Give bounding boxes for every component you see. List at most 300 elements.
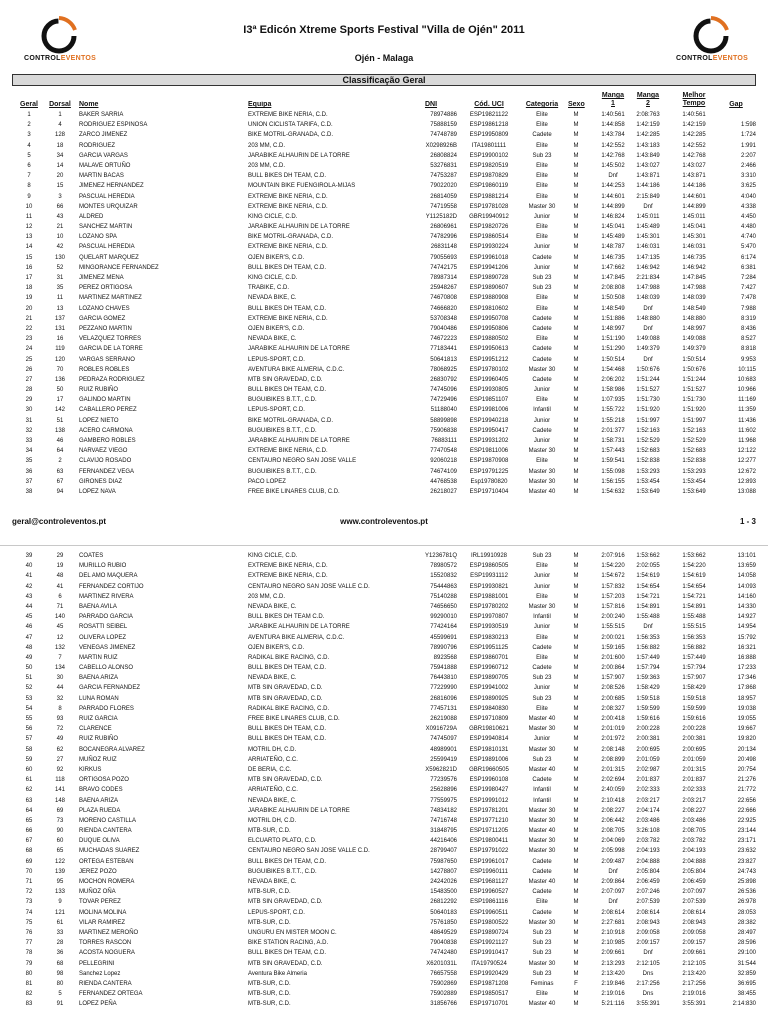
- cell-gap: 4:040: [740, 193, 756, 200]
- cell-nome: LUNA ROMAN: [79, 695, 119, 702]
- cell-manga2: 2:07:246: [636, 889, 660, 896]
- cell-manga1: 1:48:549: [601, 305, 625, 312]
- cell-nome: ACERO CARMONA: [79, 427, 133, 434]
- table-row: [0, 612, 768, 622]
- cell-uci: ESP19810131: [469, 746, 509, 753]
- cell-nome: BRAVO CODES: [79, 787, 123, 794]
- cell-manga2: 2:01:059: [636, 756, 660, 763]
- cell-uci: ESP19891006: [469, 756, 509, 763]
- cell-equipa: CENTAURO NEGRO SAN JOSE VALLE: [248, 458, 357, 465]
- cell-categoria: Elite: [536, 234, 548, 241]
- cell-geral: 4: [27, 142, 31, 149]
- cell-equipa: BUGUIBIKES B.T.T., C.D.: [248, 427, 317, 434]
- cell-equipa: BULL BIKES DH TEAM, C.D.: [248, 305, 327, 312]
- cell-manga2: 2:02:987: [636, 766, 660, 773]
- cell-melhor-tempo: 2:07:539: [682, 899, 706, 906]
- cell-dorsal: 72: [56, 726, 64, 733]
- cell-dni: 74719558: [430, 203, 457, 210]
- cell-manga1: 2:04:069: [601, 838, 625, 845]
- cell-gap: 20:498: [737, 756, 756, 763]
- cell-manga1: 2:08:614: [601, 909, 625, 916]
- cell-categoria: Master 30: [528, 807, 556, 814]
- cell-dni: 25599419: [430, 756, 457, 763]
- cell-categoria: Cadete: [532, 889, 552, 896]
- cell-equipa: LEPUS-SPORT, C.D.: [248, 909, 305, 916]
- cell-geral: 45: [25, 614, 33, 621]
- cell-geral: 2: [27, 122, 31, 129]
- cell-equipa: MTB-SUR, C.D.: [248, 1001, 291, 1008]
- cell-geral: 43: [25, 593, 33, 600]
- cell-dorsal: 122: [54, 858, 65, 865]
- cell-sexo: M: [573, 366, 579, 373]
- cell-gap: 13:101: [737, 553, 756, 559]
- cell-gap: 17:868: [737, 685, 756, 692]
- table-row: [0, 202, 768, 212]
- footer-email[interactable]: geral@controleventos.pt: [12, 517, 107, 526]
- cell-equipa: BULL BIKES DH TEAM, C.D.: [248, 950, 327, 957]
- cell-categoria: Cadete: [532, 644, 552, 651]
- cell-manga1: 1:54:468: [601, 366, 625, 373]
- cell-gap: 2:14:830: [732, 1001, 756, 1008]
- cell-categoria: Elite: [536, 305, 548, 312]
- cell-sexo: M: [573, 488, 579, 495]
- cell-categoria: Junior: [533, 438, 551, 444]
- cell-geral: 15: [25, 254, 33, 261]
- cell-manga1: 1:47:845: [601, 275, 625, 281]
- cell-geral: 53: [25, 695, 33, 702]
- cell-dni: 44216406: [430, 838, 457, 845]
- cell-equipa: NEVADA BIKE, C.: [248, 295, 297, 302]
- cell-geral: 59: [25, 756, 33, 763]
- cell-dni: 26812292: [430, 899, 457, 906]
- cell-dni: 77183441: [430, 346, 457, 353]
- cell-uci: GBR19940912: [469, 213, 509, 220]
- cell-dni: 26816096: [430, 695, 457, 702]
- cell-melhor-tempo: 1:50:514: [682, 356, 706, 363]
- cell-gap: 4:450: [740, 213, 756, 220]
- cell-geral: 44: [25, 603, 33, 610]
- cell-geral: 46: [25, 624, 33, 631]
- cell-nome: MARTINEZ MARTINEZ: [79, 295, 142, 302]
- cell-equipa: MTB-SUR, C.D.: [248, 980, 291, 987]
- cell-categoria: Elite: [536, 705, 548, 712]
- cell-manga1: 2:27:681: [601, 919, 625, 926]
- cell-manga1: 1:57:443: [601, 448, 625, 455]
- cell-melhor-tempo: 1:59:599: [682, 705, 706, 712]
- cell-sexo: M: [573, 583, 579, 590]
- table-row: [0, 724, 768, 734]
- cell-geral: 26: [25, 366, 33, 373]
- cell-nome: MINGORANCE FERNANDEZ: [79, 264, 159, 271]
- cell-sexo: M: [573, 112, 579, 118]
- cell-manga2: 1:43:027: [636, 162, 660, 169]
- cell-manga1: 1:59:541: [601, 458, 625, 465]
- cell-manga1: 5:21:116: [601, 1001, 625, 1008]
- cell-sexo: M: [573, 162, 579, 169]
- cell-sexo: M: [573, 603, 579, 610]
- table-row: [0, 846, 768, 856]
- cell-manga2: 1:51:920: [636, 407, 660, 414]
- table-row: [0, 755, 768, 765]
- cell-dni: 74674109: [430, 468, 457, 475]
- cell-gap: 23:632: [737, 848, 756, 855]
- results-table-page-2: [0, 551, 768, 1009]
- cell-manga1: 1:59:165: [601, 644, 625, 651]
- controleventos-logo-right: CONTROLEVENTOS: [676, 14, 746, 74]
- cell-geral: 1: [27, 112, 31, 118]
- cell-manga2: 2:04:174: [636, 807, 660, 814]
- cell-geral: 12: [25, 224, 33, 231]
- cell-uci: ESP19950613: [469, 346, 509, 353]
- cell-nome: ZARCO JIMENEZ: [79, 132, 128, 139]
- cell-equipa: ELCUARTO PLATO, C.D.: [248, 838, 317, 845]
- cell-equipa: EXTREME BIKE NERIA, C.D.: [248, 448, 328, 455]
- cell-equipa: MOTRIL DH, C.D.: [248, 746, 297, 753]
- cell-categoria: Master 30: [528, 366, 556, 373]
- cell-nome: PARRADO FLORES: [79, 705, 134, 712]
- cell-melhor-tempo: 1:55:488: [682, 614, 706, 621]
- cell-geral: 69: [25, 858, 33, 865]
- cell-uci: ESP19860701: [469, 654, 509, 661]
- cell-dorsal: 14: [56, 162, 64, 169]
- cell-dni: 79040838: [430, 940, 457, 947]
- cell-manga1: 2:19:846: [601, 980, 625, 987]
- cell-gap: 3:310: [740, 173, 756, 180]
- cell-categoria: Cadete: [532, 376, 552, 383]
- cell-geral: 81: [25, 980, 33, 987]
- cell-melhor-tempo: 1:48:549: [682, 305, 706, 312]
- cell-melhor-tempo: 1:49:088: [682, 336, 706, 343]
- cell-gap: 13:088: [737, 488, 756, 495]
- cell-melhor-tempo: 1:57:449: [682, 654, 706, 661]
- table-row: [0, 959, 768, 969]
- cell-melhor-tempo: 1:48:880: [682, 315, 706, 322]
- table-row: [0, 836, 768, 846]
- cell-manga2: 1:52:683: [636, 448, 660, 455]
- cell-melhor-tempo: 2:00:228: [682, 726, 706, 733]
- cell-nome: RUIZ RUBIÑO: [79, 736, 118, 743]
- cell-manga2: Dnf: [643, 325, 653, 332]
- cell-uci: ESP19780202: [469, 603, 509, 610]
- cell-dorsal: 29: [56, 553, 64, 559]
- cell-nome: MORENO CASTILLA: [79, 817, 137, 824]
- cell-dni: 74670808: [430, 295, 457, 302]
- cell-sexo: M: [573, 970, 579, 977]
- cell-uci: ESP19881001: [469, 593, 509, 600]
- cell-melhor-tempo: 2:02:333: [682, 787, 706, 794]
- table-row: [0, 857, 768, 867]
- cell-geral: 50: [25, 665, 33, 672]
- cell-categoria: Elite: [536, 991, 548, 998]
- cell-sexo: M: [573, 766, 579, 773]
- cell-gap: 3:625: [740, 183, 756, 190]
- cell-uci: ESP19950806: [469, 325, 509, 332]
- cell-dorsal: 46: [56, 438, 64, 444]
- cell-melhor-tempo: 1:57:907: [682, 675, 706, 682]
- cell-equipa: RADIKAL BIKE RACING, C.D.: [248, 654, 330, 661]
- cell-uci: ESP19950708: [469, 315, 509, 322]
- cell-dni: 74748789: [430, 132, 457, 139]
- cell-nome: Sanchez Lopez: [79, 970, 121, 977]
- table-row: [0, 181, 768, 191]
- cell-sexo: M: [573, 807, 579, 814]
- cell-equipa: BULL BIKES DH TEAM C.D.: [248, 614, 325, 621]
- cell-manga2: 1:58:429: [636, 685, 660, 692]
- cell-melhor-tempo: 1:52:529: [682, 438, 706, 444]
- cell-manga2: 2:17:256: [636, 980, 660, 987]
- cell-equipa: MOUNTAIN BIKE FUENGIROLA-MIJAS: [248, 183, 356, 190]
- cell-manga1: 2:06:442: [601, 817, 625, 824]
- cell-dorsal: 30: [56, 675, 64, 682]
- cell-dorsal: 18: [56, 142, 64, 149]
- table-row: [0, 673, 768, 683]
- cell-manga1: 1:42:552: [601, 142, 625, 149]
- cell-equipa: AVENTURA BIKE ALMERIA, C.D.C.: [248, 366, 345, 373]
- cell-gap: 1:724: [740, 132, 756, 139]
- cell-melhor-tempo: 1:42:552: [682, 142, 706, 149]
- cell-dni: 99290010: [430, 614, 457, 621]
- cell-manga2: 1:43:871: [636, 173, 660, 180]
- cell-dni: 79055693: [430, 254, 457, 261]
- cell-nome: PEREZ ORTIGOSA: [79, 285, 133, 292]
- cell-dni: 31848795: [430, 828, 457, 835]
- cell-categoria: Master 40: [528, 488, 556, 495]
- cell-dorsal: 118: [55, 777, 65, 784]
- cell-manga2: Dnf: [643, 305, 653, 312]
- cell-manga2: 1:48:039: [636, 295, 660, 302]
- cell-equipa: UNION CICLISTA TARIFA, C.D.: [248, 122, 333, 129]
- table-row: [0, 385, 768, 395]
- cell-geral: 33: [25, 438, 33, 444]
- cell-manga2: 2:03:486: [636, 817, 660, 824]
- footer-website[interactable]: www.controleventos.pt: [340, 517, 428, 526]
- col-categoria: Categoria: [525, 101, 559, 108]
- cell-melhor-tempo: 1:45:301: [682, 234, 706, 241]
- cell-manga2: 2:08:943: [636, 919, 660, 926]
- cell-dorsal: 119: [55, 346, 65, 353]
- cell-categoria: Sub 23: [532, 950, 552, 957]
- table-row: [0, 436, 768, 446]
- cell-equipa: NEVADA BIKE, C.: [248, 336, 297, 343]
- cell-melhor-tempo: 2:08:943: [682, 919, 706, 926]
- table-row: [0, 826, 768, 836]
- table-row: [0, 928, 768, 938]
- cell-equipa: FREE BIKE LINARES CLUB, C.D.: [248, 716, 340, 722]
- cell-nome: JIMENEZ HERNANDEZ: [79, 183, 144, 190]
- cell-sexo: M: [573, 234, 579, 241]
- cell-melhor-tempo: 1:53:454: [682, 478, 706, 485]
- cell-sexo: M: [573, 746, 579, 753]
- cell-manga2: 2:09:058: [636, 929, 660, 936]
- cell-nome: ROSATTI SEIBEL: [79, 624, 128, 631]
- cell-manga2: 1:49:379: [636, 346, 660, 353]
- cell-melhor-tempo: 2:13:420: [682, 970, 706, 977]
- table-row: [0, 775, 768, 785]
- cell-manga1: 2:00:418: [601, 716, 625, 722]
- cell-dorsal: 16: [56, 336, 64, 343]
- cell-uci: ESP19871208: [469, 980, 509, 987]
- cell-categoria: Junior: [533, 736, 551, 743]
- cell-melhor-tempo: 1:48:997: [682, 325, 706, 332]
- cell-equipa: JARABIKE ALHAURIN DE LA TORRE: [248, 346, 350, 353]
- cell-categoria: Elite: [536, 899, 548, 906]
- cell-melhor-tempo: 2:09:157: [682, 940, 706, 947]
- cell-uci: ESP19890925: [469, 695, 509, 702]
- cell-uci: ESP19820519: [469, 162, 509, 169]
- cell-melhor-tempo: 2:07:097: [682, 889, 706, 896]
- col-manga2: Manga 2: [636, 92, 660, 107]
- cell-manga1: 1:48:997: [601, 325, 625, 332]
- cell-dorsal: 44: [56, 685, 64, 692]
- cell-uci: ESP19791022: [469, 848, 509, 855]
- cell-melhor-tempo: 1:45:041: [682, 224, 706, 231]
- cell-equipa: MTB SIN GRAVEDAD, C.D.: [248, 960, 323, 967]
- cell-equipa: BIKE MOTRIL-GRANADA, C.D.: [248, 234, 334, 241]
- cell-gap: 2:466: [740, 162, 756, 169]
- col-equipa: Equipa: [248, 101, 272, 108]
- cell-geral: 76: [25, 929, 33, 936]
- cell-dorsal: 61: [56, 919, 64, 926]
- cell-manga2: 1:57:794: [636, 665, 660, 672]
- cell-uci: Esp19780820: [470, 478, 508, 485]
- cell-categoria: Junior: [533, 583, 551, 590]
- cell-equipa: ARRIATEÑO, C.C.: [248, 756, 298, 763]
- cell-sexo: M: [573, 468, 579, 475]
- cell-melhor-tempo: 2:01:059: [682, 756, 706, 763]
- cell-manga2: 1:59:599: [636, 705, 660, 712]
- table-row: [0, 908, 768, 918]
- cell-manga2: 1:45:011: [636, 213, 660, 220]
- cell-dni: 77229990: [430, 685, 457, 692]
- cell-gap: 11:968: [738, 438, 756, 444]
- cell-manga1: 1:48:787: [601, 244, 625, 251]
- cell-equipa: NEVADA BIKE, C.: [248, 603, 297, 610]
- cell-dorsal: 134: [54, 665, 65, 672]
- cell-categoria: Elite: [536, 458, 548, 465]
- col-melhor-tempo: Melhor Tempo: [682, 92, 706, 107]
- results-table-page-1: [0, 110, 768, 497]
- cell-gap: 12:277: [737, 458, 756, 465]
- cell-uci: ESP19890705: [469, 675, 509, 682]
- cell-uci: ESP19991012: [469, 797, 509, 804]
- cell-manga1: 2:07:097: [601, 889, 625, 896]
- cell-manga2: 1:56:353: [636, 634, 660, 641]
- cell-gap: 20:134: [737, 746, 756, 753]
- cell-uci: IRL19910928: [470, 553, 508, 559]
- cell-uci: ESP19861218: [469, 122, 509, 129]
- cell-sexo: M: [573, 756, 579, 763]
- cell-geral: 23: [25, 336, 33, 343]
- cell-equipa: 203 MM, C.D.: [248, 142, 286, 149]
- cell-equipa: BULL BIKES DH TEAM, C.D.: [248, 387, 327, 394]
- cell-geral: 37: [25, 478, 33, 485]
- cell-geral: 58: [25, 746, 33, 753]
- cell-geral: 78: [25, 950, 33, 957]
- cell-manga2: 2:07:539: [636, 899, 660, 906]
- cell-categoria: Master 30: [528, 478, 556, 485]
- cell-manga2: 2:06:459: [636, 879, 660, 885]
- cell-gap: 8:436: [740, 325, 756, 332]
- cell-nome: MOCHON ROMERA: [79, 879, 135, 885]
- cell-uci: ITA19790524: [471, 960, 507, 967]
- cell-gap: 24:743: [737, 868, 756, 875]
- cell-dorsal: 28: [56, 940, 64, 947]
- cell-sexo: M: [573, 438, 579, 444]
- cell-uci: ESP19941206: [469, 264, 509, 271]
- cell-sexo: M: [573, 960, 579, 967]
- cell-categoria: Elite: [536, 142, 548, 149]
- cell-manga1: 2:08:148: [601, 746, 625, 753]
- cell-dorsal: 36: [56, 950, 64, 957]
- cell-manga2: 2:00:381: [636, 736, 660, 743]
- table-row: [0, 324, 768, 334]
- cell-nome: BOCANEGRA ALVAREZ: [79, 746, 145, 753]
- cell-uci: ESP19981006: [469, 407, 509, 414]
- cell-manga1: 1:57:203: [601, 593, 625, 600]
- cell-uci: ESP19960527: [469, 889, 509, 896]
- cell-gap: 22:666: [737, 807, 756, 814]
- cell-melhor-tempo: 1:42:285: [682, 132, 706, 139]
- cell-gap: 23:171: [737, 838, 756, 845]
- cell-dorsal: 42: [56, 244, 64, 251]
- cell-manga2: Dnf: [643, 624, 653, 631]
- cell-geral: 5: [27, 152, 31, 159]
- cell-gap: 7:427: [740, 285, 756, 292]
- cell-manga2: 1:50:676: [636, 366, 660, 373]
- table-row: [0, 806, 768, 816]
- cell-melhor-tempo: 1:40:561: [682, 112, 706, 118]
- cell-categoria: Master 30: [528, 603, 556, 610]
- cell-sexo: M: [573, 244, 579, 251]
- cell-dorsal: 12: [56, 634, 64, 641]
- cell-dni: 26814059: [430, 193, 457, 200]
- cell-gap: 19:038: [737, 705, 756, 712]
- cell-geral: 51: [25, 675, 33, 682]
- cell-manga2: 1:59:518: [636, 695, 660, 702]
- cell-equipa: EXTREME BIKE NERIA, C.D.: [248, 315, 328, 322]
- cell-melhor-tempo: 2:19:016: [682, 991, 706, 998]
- cell-nome: DUQUE OLIVA: [79, 838, 120, 845]
- cell-melhor-tempo: 1:56:353: [682, 634, 706, 641]
- cell-gap: 19:820: [737, 736, 756, 743]
- cell-equipa: MTB-SUR, C.D.: [248, 828, 291, 835]
- cell-melhor-tempo: 1:46:942: [682, 264, 706, 271]
- table-row: [0, 395, 768, 405]
- cell-uci: ESP19860514: [469, 234, 509, 241]
- cell-categoria: Master 30: [528, 726, 556, 733]
- cell-categoria: Cadete: [532, 777, 552, 784]
- cell-dni: 75902869: [430, 980, 457, 987]
- cell-manga2: Dnf: [643, 203, 653, 210]
- cell-melhor-tempo: 2:00:695: [682, 746, 706, 753]
- cell-dorsal: 67: [56, 478, 64, 485]
- col-gap: Gap: [729, 101, 743, 108]
- cell-geral: 70: [25, 868, 33, 875]
- table-row: [0, 375, 768, 385]
- cell-manga1: 2:08:227: [601, 807, 625, 814]
- cell-nome: KIRKUS: [79, 766, 102, 773]
- cell-dorsal: 141: [54, 787, 65, 794]
- cell-geral: 10: [25, 203, 33, 210]
- cell-manga2: 1:42:285: [636, 132, 660, 139]
- table-row: [0, 796, 768, 806]
- cell-manga2: 1:46:031: [636, 244, 660, 251]
- cell-nome: MUÑOZ RUIZ: [79, 756, 117, 763]
- cell-categoria: Cadete: [532, 868, 552, 875]
- cell-manga1: 1:46:824: [601, 213, 625, 220]
- cell-geral: 27: [25, 376, 33, 383]
- table-row: [0, 663, 768, 673]
